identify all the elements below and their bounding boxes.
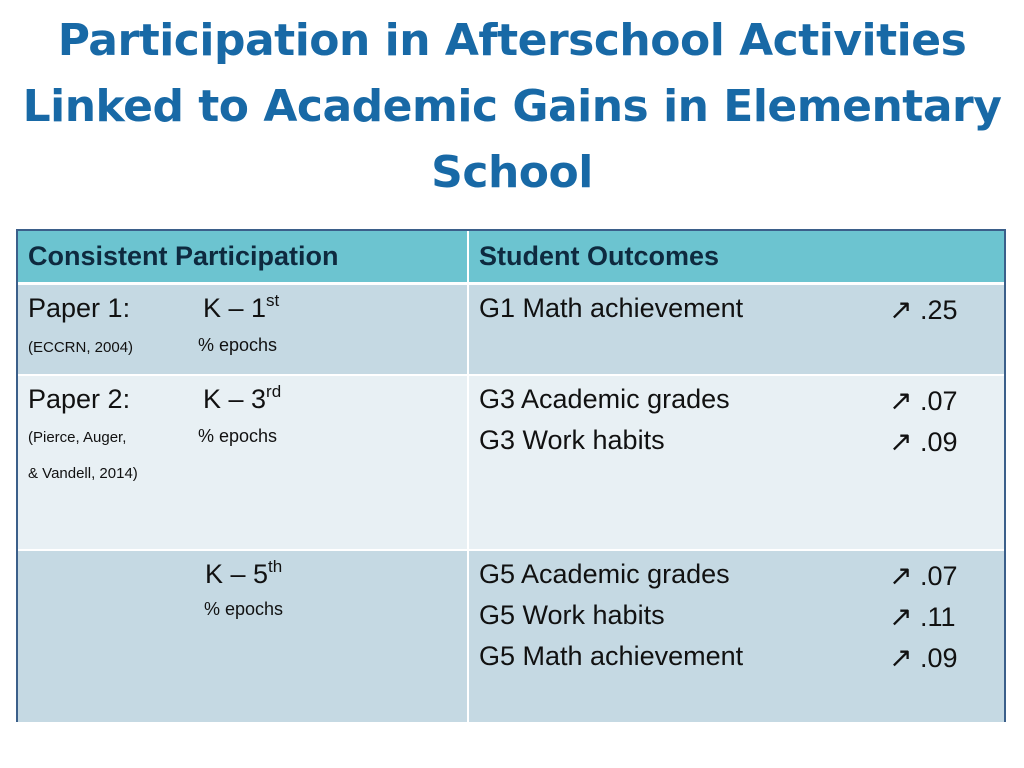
citation: & Vandell, 2014) <box>28 465 138 482</box>
outcome-label: G1 Math achievement <box>479 293 744 323</box>
increase-arrow-icon: ↗ <box>889 385 913 416</box>
increase-arrow-icon: ↗ <box>889 642 913 673</box>
participation-cell <box>18 376 469 549</box>
outcome-item <box>479 425 1004 466</box>
outcomes-cell <box>469 551 1004 722</box>
increase-arrow-icon: ↗ <box>889 426 913 457</box>
grade-base: K – 3 <box>203 384 267 414</box>
outcome-label: G5 Academic grades <box>479 559 730 589</box>
effect-size: .07 <box>919 386 958 416</box>
outcome-label: G3 Work habits <box>479 425 665 455</box>
title-line-2: Linked to Academic Gains in Elementary <box>22 81 1002 132</box>
grade-range <box>205 559 282 590</box>
outcome-item <box>479 293 1004 334</box>
increase-arrow-icon: ↗ <box>889 294 913 325</box>
grade-range <box>203 384 281 415</box>
effect-size: .25 <box>919 295 958 325</box>
grade-suffix: th <box>268 557 283 576</box>
header-participation: Consistent Participation <box>18 231 469 282</box>
page-title <box>0 8 1024 206</box>
epochs-label: % epochs <box>198 335 278 355</box>
outcome-item <box>479 384 1004 425</box>
table-row <box>18 376 1004 551</box>
table-row <box>18 551 1004 722</box>
grade-range <box>203 293 279 324</box>
effect-size: .09 <box>919 427 958 457</box>
outcome-label: G5 Math achievement <box>479 641 744 671</box>
participation-cell <box>18 551 469 722</box>
citation: (ECCRN, 2004) <box>28 339 134 356</box>
citation: (Pierce, Auger, <box>28 429 127 446</box>
paper-label: Paper 2: <box>28 384 131 414</box>
grade-base: K – 5 <box>205 559 269 589</box>
grade-suffix: rd <box>266 382 282 401</box>
header-outcomes: Student Outcomes <box>479 241 720 271</box>
outcome-label: G5 Work habits <box>479 600 665 630</box>
increase-arrow-icon: ↗ <box>889 601 913 632</box>
outcomes-cell <box>469 285 1004 374</box>
participation-cell <box>18 285 469 374</box>
outcome-item <box>479 559 1004 600</box>
epochs-label: % epochs <box>204 599 284 619</box>
effect-size: .07 <box>919 561 958 591</box>
table-row <box>18 285 1004 376</box>
participation-outcomes-table <box>16 229 1006 722</box>
grade-base: K – 1 <box>203 293 267 323</box>
outcome-item <box>479 600 1004 641</box>
outcome-label: G3 Academic grades <box>479 384 730 414</box>
outcome-item <box>479 641 1004 682</box>
table-header-row <box>18 231 1004 285</box>
title-line-1: Participation in Afterschool Activities <box>57 15 967 66</box>
increase-arrow-icon: ↗ <box>889 560 913 591</box>
grade-suffix: st <box>266 291 280 310</box>
effect-size: .11 <box>919 602 956 632</box>
epochs-label: % epochs <box>198 426 278 446</box>
effect-size: .09 <box>919 643 958 673</box>
title-line-3: School <box>431 147 593 198</box>
paper-label: Paper 1: <box>28 293 131 323</box>
outcomes-cell <box>469 376 1004 549</box>
